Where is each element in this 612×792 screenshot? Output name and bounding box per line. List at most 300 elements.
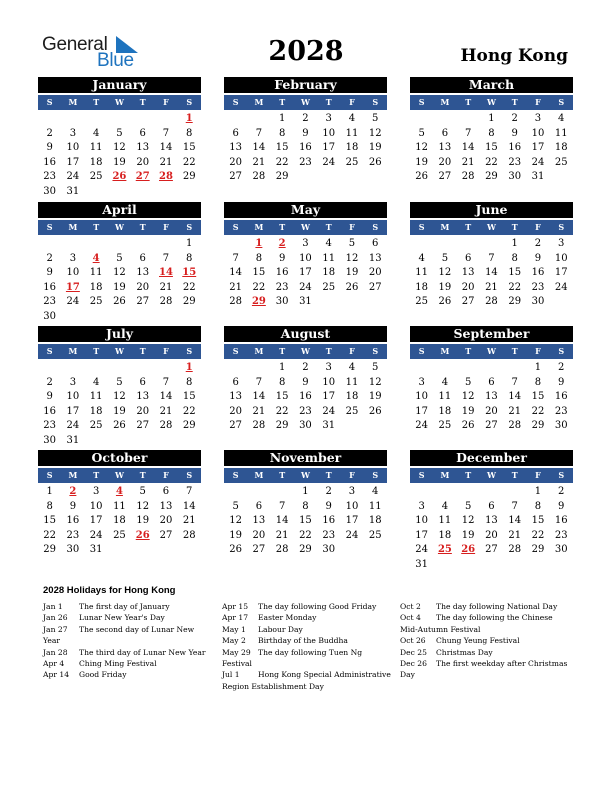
- day-cell: 20: [136, 156, 150, 168]
- day-grid: [38, 361, 201, 449]
- day-cell: 19: [113, 405, 126, 417]
- holiday-name: The day following Tuen Ng Festival: [222, 647, 363, 669]
- holiday-name: Hong Kong Special Administrative Region Establishment Day: [222, 670, 391, 691]
- day-cell: 23: [43, 171, 56, 183]
- day-cell: 25: [438, 420, 452, 432]
- weekday-label: F: [535, 222, 541, 232]
- holiday-date: May 2: [222, 636, 246, 646]
- day-cell: 4: [325, 238, 332, 249]
- day-cell: 28: [485, 296, 498, 308]
- empty-cell: [480, 361, 503, 376]
- weekday-label: F: [349, 470, 355, 480]
- weekday-label: S: [372, 346, 379, 356]
- day-cell: 21: [461, 156, 475, 168]
- day-cell: 16: [43, 156, 56, 168]
- day-cell: 2: [511, 113, 518, 124]
- holiday-name: The third day of Lunar New Year: [79, 647, 206, 657]
- holiday-item: [400, 601, 570, 612]
- holiday-name: Chung Yeung Festival: [436, 636, 520, 646]
- day-cell: 21: [159, 405, 173, 417]
- day-cell: 1: [488, 113, 495, 124]
- day-cell: 23: [554, 529, 568, 541]
- day-cell: 10: [66, 391, 80, 403]
- day-cell: 15: [182, 391, 196, 403]
- day-cell: 11: [89, 142, 103, 154]
- day-cell: 26: [461, 420, 475, 432]
- day-cell: 11: [415, 267, 428, 279]
- weekday-label: T: [139, 470, 146, 480]
- empty-cell: [38, 361, 61, 376]
- weekday-label: S: [558, 97, 565, 107]
- day-cell: 13: [252, 515, 266, 527]
- day-cell: 29: [531, 544, 545, 556]
- day-cell: 18: [415, 281, 428, 293]
- weekday-label: M: [254, 346, 264, 356]
- day-cell: 28: [229, 296, 242, 308]
- day-cell: 15: [531, 515, 545, 527]
- weekday-label: W: [114, 222, 124, 232]
- weekday-label: M: [254, 222, 264, 232]
- day-cell: 4: [441, 500, 449, 512]
- empty-cell: [108, 361, 131, 376]
- holidays-title: 2028 Holidays for Hong Kong: [43, 585, 176, 596]
- day-cell: 24: [66, 420, 80, 432]
- day-grid: [38, 112, 201, 200]
- day-cell: 24: [322, 156, 336, 168]
- day-cell: 29: [508, 296, 522, 308]
- month-name: February: [224, 77, 387, 93]
- holiday-name: The second day of Lunar New Year: [43, 624, 195, 646]
- empty-cell: [410, 112, 433, 127]
- weekday-label: M: [68, 346, 78, 356]
- day-cell: 1: [302, 486, 309, 497]
- empty-cell: [457, 237, 480, 252]
- month-name: April: [38, 202, 201, 218]
- weekday-label: T: [279, 222, 286, 232]
- day-grid: [410, 112, 573, 185]
- day-cell: 2: [46, 252, 53, 264]
- day-cell: 5: [116, 127, 123, 139]
- weekday-label: W: [486, 470, 496, 480]
- empty-cell: [410, 361, 433, 376]
- empty-cell: [433, 237, 456, 252]
- month-name: June: [410, 202, 573, 218]
- day-cell: 25: [89, 296, 103, 308]
- holiday-day-cell: 28: [159, 171, 173, 183]
- day-cell: 3: [92, 486, 100, 497]
- month-january: [38, 77, 201, 200]
- day-cell: 24: [345, 529, 359, 541]
- holiday-item: [43, 612, 213, 623]
- weekday-label: T: [465, 97, 472, 107]
- weekday-label: S: [558, 222, 565, 232]
- day-grid: [38, 485, 201, 558]
- day-cell: 4: [372, 486, 379, 497]
- weekday-label: W: [486, 346, 496, 356]
- day-cell: 20: [229, 405, 242, 417]
- day-cell: 21: [508, 405, 522, 417]
- day-cell: 7: [278, 500, 286, 512]
- day-cell: 20: [136, 405, 150, 417]
- weekday-label: S: [186, 222, 193, 232]
- day-cell: 25: [415, 296, 428, 308]
- day-cell: 11: [554, 127, 568, 139]
- day-cell: 22: [182, 281, 196, 293]
- day-cell: 5: [139, 486, 146, 497]
- weekday-label: F: [163, 470, 169, 480]
- day-cell: 5: [441, 252, 449, 264]
- weekday-label: W: [300, 97, 310, 107]
- day-cell: 14: [508, 391, 522, 403]
- holiday-item: [400, 658, 570, 681]
- day-cell: 8: [255, 252, 263, 264]
- weekday-label: W: [114, 97, 124, 107]
- country-title: Hong Kong: [460, 46, 568, 66]
- day-cell: 7: [255, 376, 263, 388]
- brand-logo: [42, 34, 152, 74]
- day-cell: 23: [554, 405, 568, 417]
- holiday-date: Dec 25: [400, 647, 427, 657]
- day-cell: 9: [46, 142, 53, 154]
- day-cell: 13: [229, 391, 242, 403]
- day-cell: 28: [275, 544, 289, 556]
- day-cell: 18: [345, 391, 359, 403]
- day-cell: 12: [136, 500, 150, 512]
- empty-cell: [108, 237, 131, 252]
- empty-cell: [131, 237, 154, 252]
- day-cell: 9: [558, 376, 565, 388]
- holiday-name: The day following National Day: [436, 602, 558, 611]
- day-cell: 11: [368, 500, 382, 512]
- weekday-label: M: [440, 222, 450, 232]
- empty-cell: [108, 112, 131, 127]
- day-cell: 14: [182, 500, 196, 512]
- empty-cell: [38, 112, 61, 127]
- day-cell: 12: [345, 252, 359, 264]
- empty-cell: [433, 112, 456, 127]
- day-cell: 15: [275, 391, 289, 403]
- holiday-name: The day following Good Friday: [258, 602, 377, 611]
- day-cell: 14: [252, 391, 266, 403]
- day-cell: 21: [485, 281, 498, 293]
- day-cell: 21: [159, 281, 173, 293]
- holiday-day-cell: 4: [92, 252, 100, 264]
- day-cell: 9: [278, 252, 286, 264]
- weekday-label: T: [511, 470, 518, 480]
- day-cell: 9: [302, 376, 309, 388]
- day-cell: 7: [511, 376, 518, 388]
- day-cell: 6: [488, 500, 495, 512]
- day-cell: 28: [508, 420, 522, 432]
- day-cell: 2: [46, 127, 53, 139]
- day-cell: 27: [368, 281, 382, 293]
- weekday-label: M: [68, 222, 78, 232]
- day-cell: 14: [461, 142, 475, 154]
- month-may: [224, 202, 387, 310]
- month-name: August: [224, 326, 387, 342]
- weekday-label: T: [325, 222, 332, 232]
- day-cell: 10: [322, 376, 336, 388]
- day-cell: 5: [232, 500, 239, 512]
- day-cell: 9: [46, 391, 53, 403]
- weekday-label: F: [535, 346, 541, 356]
- holiday-day-cell: 2: [69, 486, 77, 497]
- day-cell: 29: [531, 420, 545, 432]
- day-cell: 20: [485, 529, 498, 541]
- holiday-name: Birthday of the Buddha: [258, 636, 348, 646]
- month-april: [38, 202, 201, 325]
- day-cell: 20: [229, 156, 242, 168]
- weekday-label: M: [68, 97, 78, 107]
- day-cell: 18: [438, 405, 452, 417]
- day-cell: 10: [345, 500, 359, 512]
- day-cell: 14: [275, 515, 289, 527]
- day-cell: 15: [252, 267, 266, 279]
- day-cell: 20: [368, 267, 382, 279]
- day-cell: 29: [182, 171, 196, 183]
- day-cell: 1: [186, 238, 193, 249]
- day-cell: 2: [46, 376, 53, 388]
- month-november: [224, 450, 387, 558]
- brand-name-blue: Blue: [97, 50, 134, 71]
- empty-cell: [61, 237, 84, 252]
- weekday-label: W: [300, 470, 310, 480]
- holiday-column: [222, 601, 392, 692]
- day-cell: 4: [441, 376, 449, 388]
- day-cell: 24: [322, 405, 336, 417]
- holiday-date: Dec 26: [400, 659, 427, 669]
- day-cell: 2: [302, 113, 309, 124]
- day-cell: 10: [66, 142, 80, 154]
- day-cell: 12: [368, 376, 382, 388]
- day-cell: 22: [531, 529, 545, 541]
- day-cell: 22: [531, 405, 545, 417]
- day-cell: 29: [275, 171, 289, 183]
- day-cell: 25: [554, 156, 568, 168]
- holiday-item: [43, 669, 213, 680]
- day-cell: 6: [232, 376, 239, 388]
- day-cell: 3: [69, 376, 77, 388]
- day-cell: 7: [488, 252, 495, 264]
- day-cell: 18: [554, 142, 568, 154]
- day-cell: 24: [415, 420, 428, 432]
- empty-cell: [224, 112, 247, 127]
- day-cell: 28: [252, 420, 266, 432]
- day-cell: 22: [182, 405, 196, 417]
- day-cell: 16: [322, 515, 336, 527]
- day-cell: 18: [368, 515, 382, 527]
- day-cell: 10: [531, 127, 545, 139]
- day-cell: 6: [139, 376, 146, 388]
- holiday-name: Christmas Day: [436, 647, 493, 657]
- day-cell: 19: [415, 156, 428, 168]
- day-cell: 10: [89, 500, 103, 512]
- holiday-name: The first weekday after Christmas Day: [400, 659, 568, 680]
- day-cell: 26: [113, 296, 126, 308]
- day-cell: 16: [554, 391, 568, 403]
- holiday-date: Oct 4: [400, 613, 421, 623]
- day-cell: 8: [46, 500, 53, 512]
- month-name: May: [224, 202, 387, 218]
- day-cell: 5: [372, 362, 379, 373]
- empty-cell: [61, 361, 84, 376]
- day-cell: 17: [415, 529, 428, 541]
- holiday-date: Apr 14: [43, 670, 70, 680]
- holiday-date: Jan 1: [43, 602, 63, 611]
- day-cell: 19: [461, 529, 475, 541]
- day-cell: 7: [162, 376, 170, 388]
- day-cell: 1: [534, 486, 542, 497]
- weekday-label: T: [139, 97, 146, 107]
- day-cell: 20: [461, 281, 475, 293]
- weekday-label: T: [93, 470, 100, 480]
- day-cell: 19: [438, 281, 452, 293]
- weekday-label: S: [46, 97, 53, 107]
- weekday-label: T: [511, 346, 518, 356]
- day-cell: 19: [113, 156, 126, 168]
- weekday-label: S: [418, 346, 425, 356]
- month-june: [410, 202, 573, 310]
- day-cell: 29: [182, 296, 196, 308]
- weekday-label: T: [93, 222, 100, 232]
- holiday-item: [43, 658, 213, 669]
- day-cell: 1: [46, 486, 53, 497]
- day-cell: 21: [182, 515, 196, 527]
- day-cell: 3: [418, 376, 425, 388]
- weekday-header: [410, 220, 573, 235]
- day-cell: 2: [325, 486, 332, 497]
- empty-cell: [131, 112, 154, 127]
- day-cell: 16: [299, 391, 312, 403]
- day-cell: 22: [299, 529, 312, 541]
- day-cell: 12: [438, 267, 452, 279]
- day-cell: 31: [66, 434, 80, 446]
- day-cell: 26: [368, 156, 382, 168]
- weekday-label: T: [465, 470, 472, 480]
- day-cell: 11: [89, 267, 103, 279]
- empty-cell: [433, 485, 456, 500]
- weekday-label: S: [558, 346, 565, 356]
- day-cell: 16: [508, 142, 522, 154]
- day-cell: 7: [232, 252, 239, 264]
- day-cell: 16: [43, 405, 56, 417]
- day-cell: 11: [345, 127, 359, 139]
- holiday-day-cell: 1: [185, 362, 193, 373]
- day-cell: 27: [159, 529, 173, 541]
- empty-cell: [410, 485, 433, 500]
- weekday-label: M: [68, 470, 78, 480]
- day-cell: 8: [186, 127, 193, 139]
- weekday-label: S: [372, 97, 379, 107]
- holiday-name: The day following the Chinese Mid-Autumn Festival: [400, 613, 553, 634]
- day-cell: 27: [485, 544, 498, 556]
- page-title-year: 2028: [268, 36, 344, 67]
- day-cell: 15: [531, 391, 545, 403]
- day-cell: 14: [159, 391, 173, 403]
- day-cell: 3: [558, 238, 565, 249]
- empty-cell: [224, 485, 247, 500]
- holiday-day-cell: 26: [461, 544, 476, 556]
- day-cell: 5: [372, 113, 379, 124]
- day-cell: 10: [66, 267, 80, 279]
- day-cell: 18: [113, 515, 126, 527]
- day-cell: 9: [302, 127, 309, 139]
- day-cell: 13: [136, 391, 150, 403]
- weekday-label: S: [418, 222, 425, 232]
- day-cell: 25: [89, 171, 103, 183]
- day-cell: 1: [534, 362, 542, 373]
- day-cell: 10: [415, 391, 428, 403]
- day-cell: 23: [43, 420, 56, 432]
- weekday-label: T: [279, 470, 286, 480]
- day-cell: 9: [511, 127, 518, 139]
- day-cell: 24: [66, 296, 80, 308]
- day-cell: 28: [461, 171, 475, 183]
- weekday-label: T: [325, 346, 332, 356]
- day-cell: 30: [43, 185, 56, 197]
- holiday-day-cell: 1: [185, 113, 193, 124]
- day-cell: 26: [438, 296, 452, 308]
- day-cell: 7: [186, 486, 193, 497]
- month-name: December: [410, 450, 573, 466]
- day-cell: 3: [348, 486, 356, 497]
- day-cell: 6: [464, 252, 472, 264]
- day-cell: 3: [325, 113, 332, 124]
- day-cell: 23: [43, 296, 56, 308]
- day-cell: 13: [485, 391, 498, 403]
- day-cell: 9: [325, 500, 332, 512]
- day-cell: 7: [464, 127, 472, 139]
- day-cell: 19: [113, 281, 126, 293]
- day-cell: 17: [531, 142, 545, 154]
- day-cell: 2: [534, 238, 542, 249]
- weekday-label: M: [440, 346, 450, 356]
- day-cell: 17: [322, 142, 336, 154]
- day-cell: 17: [554, 267, 568, 279]
- weekday-label: T: [139, 222, 146, 232]
- day-cell: 21: [229, 281, 242, 293]
- weekday-label: T: [139, 346, 146, 356]
- day-cell: 26: [415, 171, 428, 183]
- day-cell: 25: [113, 529, 126, 541]
- day-cell: 12: [461, 515, 475, 527]
- weekday-label: W: [486, 97, 496, 107]
- holiday-name: Easter Monday: [258, 613, 317, 623]
- day-cell: 9: [558, 500, 565, 512]
- weekday-label: S: [418, 97, 425, 107]
- day-cell: 30: [322, 544, 336, 556]
- weekday-label: F: [349, 222, 355, 232]
- weekday-header: [38, 220, 201, 235]
- day-cell: 19: [229, 529, 242, 541]
- day-cell: 31: [89, 544, 103, 556]
- weekday-header: [410, 468, 573, 483]
- day-cell: 11: [438, 515, 452, 527]
- weekday-label: T: [511, 97, 518, 107]
- empty-cell: [154, 112, 177, 127]
- day-grid: [410, 237, 573, 310]
- day-cell: 18: [438, 529, 452, 541]
- weekday-label: S: [186, 97, 193, 107]
- empty-cell: [271, 485, 294, 500]
- day-grid: [410, 361, 573, 434]
- day-cell: 27: [438, 171, 452, 183]
- day-cell: 24: [415, 544, 428, 556]
- holiday-item: [400, 647, 570, 658]
- day-cell: 18: [89, 405, 103, 417]
- holiday-item: [222, 624, 392, 635]
- day-cell: 27: [229, 171, 242, 183]
